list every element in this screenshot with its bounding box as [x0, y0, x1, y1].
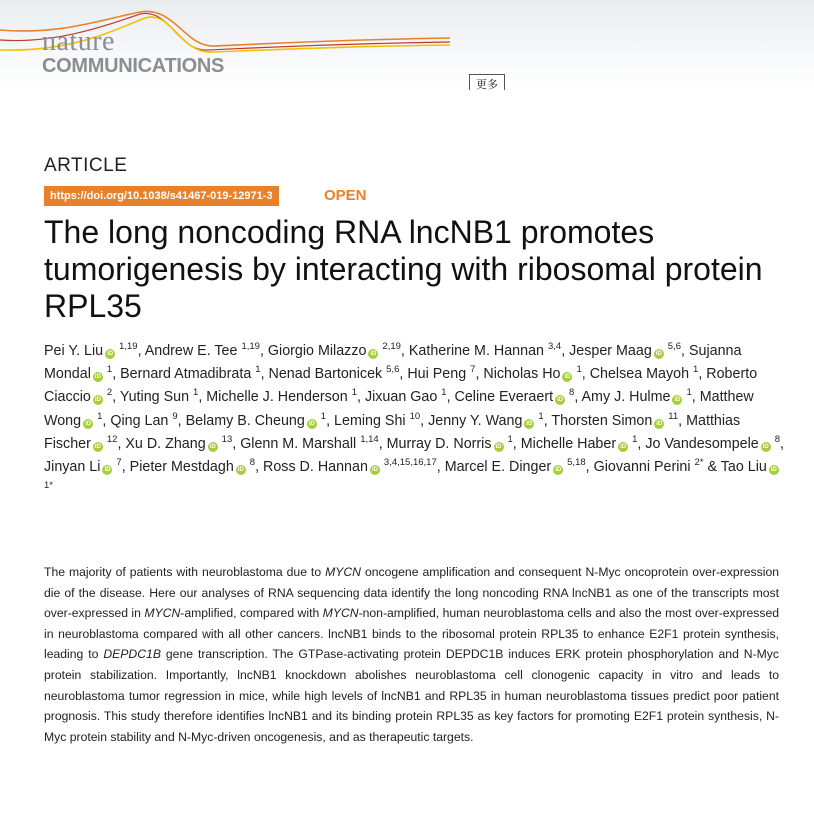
author-entry — [130, 459, 255, 475]
author-name[interactable]: Bernard Atmadibrata — [120, 366, 252, 383]
affiliation-superscript: 5,18 — [567, 457, 586, 469]
affiliation-superscript: 8 — [249, 457, 256, 469]
orcid-icon[interactable]: iD — [308, 420, 315, 427]
author-name[interactable]: Jenny Y. Wang — [428, 412, 523, 429]
author-entry — [582, 389, 692, 405]
affiliation-superscript: 1 — [576, 364, 582, 376]
more-button[interactable]: 更多 — [469, 74, 505, 90]
author-name[interactable]: Roberto Ciaccio — [44, 366, 758, 406]
orcid-icon[interactable]: iD — [557, 397, 564, 404]
orcid-icon[interactable]: iD — [770, 467, 777, 474]
orcid-icon[interactable]: iD — [620, 443, 627, 450]
author-name[interactable]: Michelle Haber — [520, 435, 617, 452]
orcid-icon[interactable]: iD — [94, 374, 101, 381]
author-name[interactable]: Hui Peng — [407, 366, 467, 383]
article-title: The long noncoding RNA lncNB1 promotes tumorigenesis by interacting with ribosomal protein RPL35 — [44, 214, 763, 324]
orcid-icon[interactable]: iD — [85, 420, 92, 427]
author-entry — [206, 389, 357, 405]
orcid-icon[interactable]: iD — [237, 467, 244, 474]
affiliation-superscript: 5,6 — [386, 364, 400, 376]
orcid-icon[interactable]: iD — [526, 420, 533, 427]
orcid-icon[interactable]: iD — [674, 397, 681, 404]
logo-nature-text: nature — [42, 26, 115, 57]
author-name[interactable]: Katherine M. Hannan — [408, 343, 544, 359]
affiliation-superscript: 1 — [507, 434, 513, 446]
affiliation-superscript: 3,4 — [547, 341, 562, 353]
author-name[interactable]: Pei Y. Liu — [44, 343, 104, 359]
author-list: Pei Y. Liu iD $^{1,19}$, Andrew E. Tee $^{1,19}$, Giorgio Milazzo iD $^{2,19}$, Katherine M. Hannan $^{3,4}$, Jesper Maag iD $^{5,6}$, Sujanna Mondal iD $^1$, Bernard Atmadibrata $^1$, Nenad Bartonicek $^{5,6}$, Hui Peng $^7$, Nicholas Ho iD $^1$, Chelsea Mayoh $^1$, Roberto Ciaccio iD $^2$, Yuting Sun $^1$, Michelle J. Henderson $^1$, Jixuan Gao $^1$, Celine Everaert iD $^8$, Amy J. Hulme iD $^1$, Matthew Wong iD $^1$, Qing Lan $^9$, Belamy B. Cheung iD $^1$, Leming Shi $^{10}$, Jenny Y. Wang iD $^1$, Thorsten Simon iD $^{11}$, Matthias Fischer iD $^{12}$, Xu D. Zhang iD $^{13}$, Glenn M. Marshall $^{1,14}$, Murray D. Norris iD $^1$, Michelle Haber iD $^1$, Jo Vandesompele iD $^8$, Jinyan Li iD $^7$, Pieter Mestdagh iD $^8$, Ross D. Hannan iD $^{3,4,15,16,17}$, Marcel E. Dinger iD $^{5,18}$, Giovanni Perini $^{2*}$ & Tao Liu iD $^{1*}$ — [44, 340, 789, 502]
author-name[interactable]: Andrew E. Tee — [144, 343, 238, 359]
affiliation-superscript: 1 — [97, 410, 103, 422]
author-name[interactable]: Giorgio Milazzo — [267, 343, 367, 359]
abstract-segment: gene transcription. The GTPase-activating protein DEPDC1B induces ERK protein phosphorylation and N-Myc protein stabilization. Importantly, lncNB1 knockdown abolishes neuroblastoma cell clonogenic capacity in vitro and leads to neuroblastoma tumor regression in mice, while high levels of lncNB1 and RPL35 in human neuroblastoma tissues predict poor patient prognosis. This study therefore identifies lncNB1 and its binding protein RPL35 as key factors for promoting E2F1 protein synthesis, N-Myc protein stability and N-Myc-driven oncogenesis, and as therapeutic targets. — [44, 647, 779, 744]
orcid-icon[interactable]: iD — [94, 397, 101, 404]
affiliation-superscript: 8 — [569, 387, 575, 399]
affiliation-superscript: 7 — [470, 364, 476, 376]
affiliation-superscript: 1 — [351, 387, 357, 399]
author-name[interactable]: Marcel E. Dinger — [444, 459, 552, 476]
abstract-gene-name: DEPDC1B — [103, 647, 161, 662]
author-entry — [551, 410, 679, 429]
affiliation-superscript: 1,19 — [119, 341, 138, 353]
affiliation-superscript: 10 — [409, 410, 421, 422]
orcid-icon[interactable]: iD — [209, 443, 216, 450]
author-name[interactable]: Chelsea Mayoh — [589, 366, 690, 383]
author-name[interactable]: Yuting Sun — [119, 389, 190, 406]
affiliation-superscript: 5,6 — [667, 341, 681, 353]
logo-communications-text: COMMUNICATIONS — [42, 55, 225, 77]
author-entry — [365, 389, 447, 405]
author-name[interactable]: Matthew Wong — [44, 389, 754, 429]
affiliation-superscript: 2,19 — [382, 341, 401, 353]
author-name[interactable]: Murray D. Norris — [386, 435, 492, 452]
author-name[interactable]: Michelle J. Henderson — [206, 389, 348, 406]
orcid-icon[interactable]: iD — [495, 443, 502, 450]
author-name[interactable]: Jixuan Gao — [364, 389, 438, 406]
affiliation-superscript: 3,4,15,16,17 — [383, 457, 437, 469]
affiliation-superscript: 1 — [255, 364, 261, 376]
orcid-icon[interactable]: iD — [656, 420, 663, 427]
orcid-icon[interactable]: iD — [94, 443, 101, 450]
abstract-segment: -non-amplified, human neuroblastoma cells and also the most over-expressed in neuroblastoma compared with all other cancers. lncNB1 binds to the ribosomal protein RPL35 to enhance E2F1 protein synthesis, leading to — [44, 606, 779, 662]
author-name[interactable]: Jesper Maag — [569, 343, 652, 359]
affiliation-superscript: 1 — [320, 410, 327, 422]
abstract-segment: The majority of patients with neuroblastoma due to — [44, 565, 326, 579]
author-name[interactable]: Nicholas Ho — [483, 366, 561, 383]
author-name[interactable]: Qing Lan — [110, 412, 169, 429]
author-name[interactable]: Ross D. Hannan — [263, 459, 368, 476]
author-name[interactable]: Belamy B. Cheung — [185, 412, 305, 429]
author-name[interactable]: Amy J. Hulme — [581, 389, 671, 406]
orcid-icon[interactable]: iD — [555, 467, 562, 474]
affiliation-superscript: 1 — [441, 387, 447, 399]
author-entry — [44, 459, 122, 475]
author-entry — [645, 436, 780, 452]
author-entry — [240, 436, 379, 452]
author-name[interactable]: Jinyan Li — [44, 459, 101, 476]
affiliation-superscript: 1* — [44, 480, 53, 492]
affiliation-superscript: 8 — [774, 434, 780, 446]
affiliation-superscript: 7 — [116, 457, 122, 469]
affiliation-superscript: 1 — [632, 434, 638, 446]
author-entry — [428, 410, 544, 429]
author-entry — [269, 366, 400, 382]
affiliation-superscript: 2 — [106, 387, 113, 399]
affiliation-superscript: 9 — [172, 410, 178, 422]
abstract-gene-name: MYCN — [144, 606, 181, 621]
author-entry — [590, 366, 699, 382]
affiliation-superscript: 1 — [106, 364, 113, 376]
author-entry — [409, 343, 561, 359]
author-entry — [145, 343, 260, 359]
author-entry — [445, 459, 586, 475]
abstract-segment: oncogene amplification and consequent N-Myc oncoprotein over-expression die of the disease. Here our analyses of RNA sequencing data identify the long noncoding RNA lncNB1 as one of the transcripts most over-expressed in — [44, 565, 779, 621]
affiliation-superscript: 2* — [694, 457, 704, 469]
author-entry — [483, 366, 581, 382]
author-name[interactable]: Xu D. Zhang — [125, 435, 206, 452]
author-entry — [521, 436, 638, 452]
author-name[interactable]: Glenn M. Marshall — [240, 435, 357, 452]
orcid-icon[interactable]: iD — [107, 351, 114, 357]
author-entry — [407, 366, 475, 382]
journal-header — [0, 0, 814, 90]
doi-link[interactable]: https://doi.org/10.1038/s41467-019-12971-3 — [44, 186, 279, 206]
affiliation-superscript: 1 — [686, 387, 692, 399]
author-entry — [185, 410, 327, 429]
author-name[interactable]: Matthias Fischer — [44, 412, 741, 452]
author-name[interactable]: Sujanna Mondal — [44, 343, 742, 383]
orcid-icon[interactable]: iD — [564, 374, 571, 381]
open-access-badge: OPEN — [324, 187, 367, 204]
author-name[interactable]: Leming Shi — [334, 412, 406, 429]
author-entry — [44, 343, 138, 359]
affiliation-superscript: 1 — [693, 364, 699, 376]
author-name[interactable]: Tao Liu — [720, 459, 767, 476]
author-entry — [268, 343, 401, 359]
author-name[interactable]: Thorsten Simon — [551, 412, 653, 429]
abstract-text — [44, 562, 779, 747]
affiliation-superscript: 13 — [221, 434, 233, 446]
abstract-segment: -amplified, compared with — [180, 606, 323, 621]
author-entry — [263, 459, 437, 475]
author-name[interactable]: Pieter Mestdagh — [129, 459, 234, 476]
orcid-icon[interactable]: iD — [371, 467, 378, 474]
article-type-label: ARTICLE — [44, 155, 128, 176]
author-name[interactable]: Giovanni Perini — [593, 459, 691, 476]
author-entry — [594, 459, 704, 475]
orcid-icon[interactable]: iD — [655, 351, 662, 357]
affiliation-superscript: 1,19 — [241, 341, 260, 353]
author-entry — [455, 389, 575, 405]
author-entry — [569, 343, 681, 359]
abstract-gene-name: MYCN — [322, 606, 359, 621]
affiliation-superscript: 1 — [538, 410, 544, 422]
author-name[interactable]: Celine Everaert — [454, 389, 554, 406]
affiliation-superscript: 12 — [106, 434, 118, 446]
author-name[interactable]: Jo Vandesompele — [645, 435, 759, 452]
author-entry — [125, 436, 232, 452]
affiliation-superscript: 1 — [193, 387, 199, 399]
author-entry — [334, 410, 421, 429]
orcid-icon[interactable]: iD — [370, 351, 377, 357]
author-entry — [110, 410, 178, 429]
affiliation-superscript: 11 — [668, 410, 679, 422]
orcid-icon[interactable]: iD — [762, 443, 769, 450]
orcid-icon[interactable]: iD — [104, 467, 111, 474]
author-name[interactable]: Nenad Bartonicek — [268, 366, 383, 383]
affiliation-superscript: 1,14 — [360, 434, 379, 446]
author-entry — [120, 366, 260, 382]
author-entry — [387, 436, 513, 452]
abstract-gene-name: MYCN — [325, 565, 361, 579]
author-entry — [120, 389, 198, 405]
